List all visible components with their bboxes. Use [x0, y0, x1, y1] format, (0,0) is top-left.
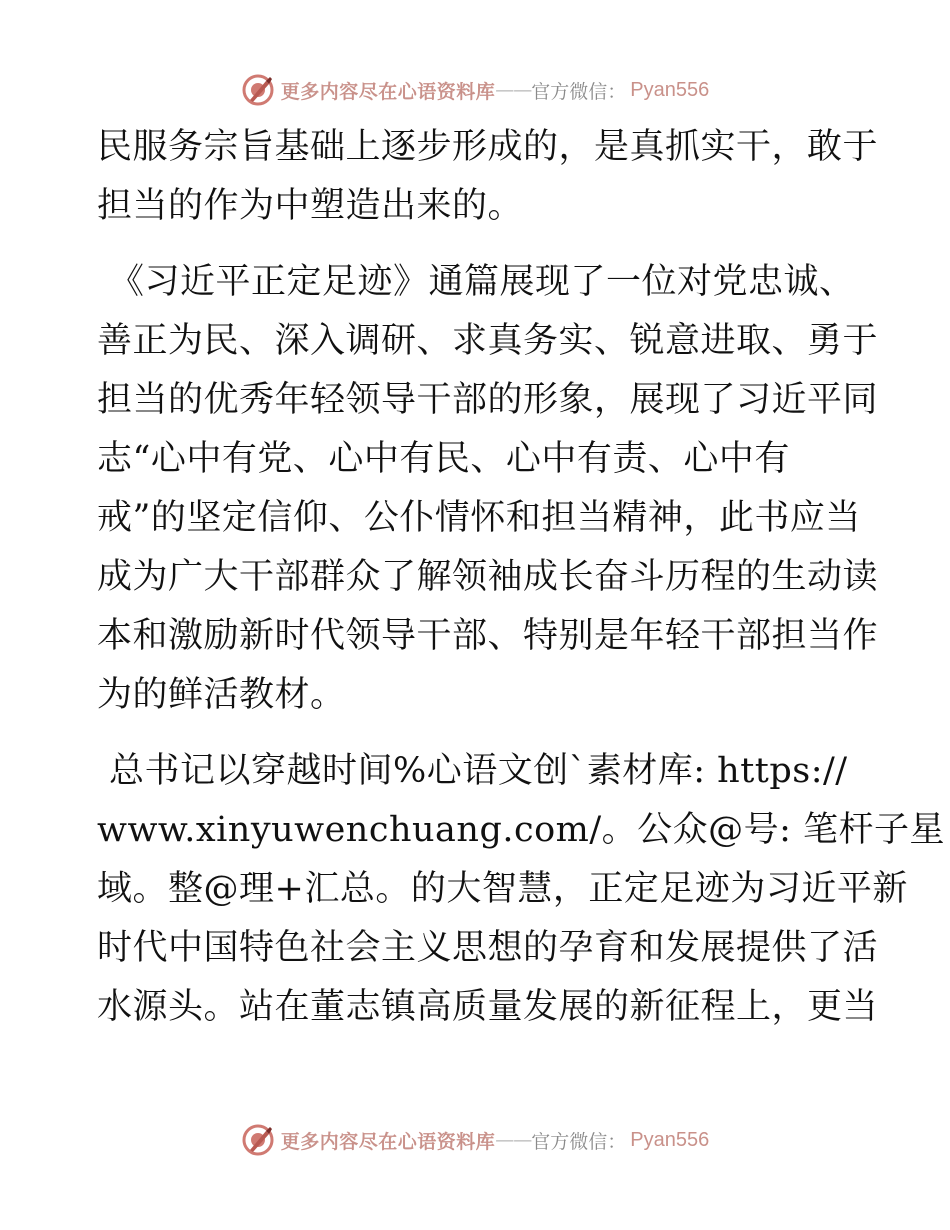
text-line: www.xinyuwenchuang.com/。公众@号: 笔杆子星: [97, 810, 946, 850]
paragraph-1: [97, 118, 879, 236]
footer-watermark: [0, 1120, 950, 1160]
text-line: 水源头。站在董志镇高质量发展的新征程上，更当: [97, 987, 879, 1027]
text-line: 时代中国特色社会主义思想的孕育和发展提供了活: [97, 928, 879, 968]
watermark-brand-text: 更多内容尽在心语资料库: [280, 1130, 496, 1153]
text-line: 《习近平正定足迹》通篇展现了一位对党忠诚、: [109, 262, 855, 302]
watermark-wechat-label: 官方微信：: [531, 1130, 627, 1153]
paragraph-3: [97, 742, 946, 1037]
document-body: [97, 118, 946, 1037]
text-line: 为的鲜活教材。: [97, 675, 346, 715]
text-line: 成为广大干部群众了解领袖成长奋斗历程的生动读: [97, 557, 879, 597]
paragraph-2: [97, 253, 879, 725]
text-line: 担当的优秀年轻领导干部的形象，展现了习近平同: [97, 380, 879, 420]
text-line: 担当的作为中塑造出来的。: [97, 186, 524, 226]
watermark-brand-text: 更多内容尽在心语资料库: [280, 80, 496, 103]
watermark-separator: ——: [495, 79, 532, 101]
text-line: 戒”的坚定信仰、公仆情怀和担当精神，此书应当: [97, 498, 861, 538]
text-line: 总书记以穿越时间%心语文创`素材库: https://: [109, 751, 848, 791]
pen-logo-icon: [241, 1123, 275, 1157]
text-line: 本和激励新时代领导干部、特别是年轻干部担当作: [97, 616, 879, 656]
pen-logo-icon: [241, 73, 275, 107]
watermark-separator: ——: [495, 1129, 532, 1151]
watermark-wechat-id: Pyan556: [630, 78, 710, 101]
header-watermark: [0, 70, 950, 110]
watermark-wechat-label: 官方微信：: [531, 80, 627, 103]
text-line: 志“心中有党、心中有民、心中有责、心中有: [97, 439, 790, 479]
watermark-wechat-id: Pyan556: [630, 1128, 710, 1151]
text-line: 域。整@理+汇总。的大智慧，正定足迹为习近平新: [97, 869, 908, 909]
text-line: 民服务宗旨基础上逐步形成的，是真抓实干，敢于: [97, 127, 879, 167]
text-line: 善正为民、深入调研、求真务实、锐意进取、勇于: [97, 321, 879, 361]
